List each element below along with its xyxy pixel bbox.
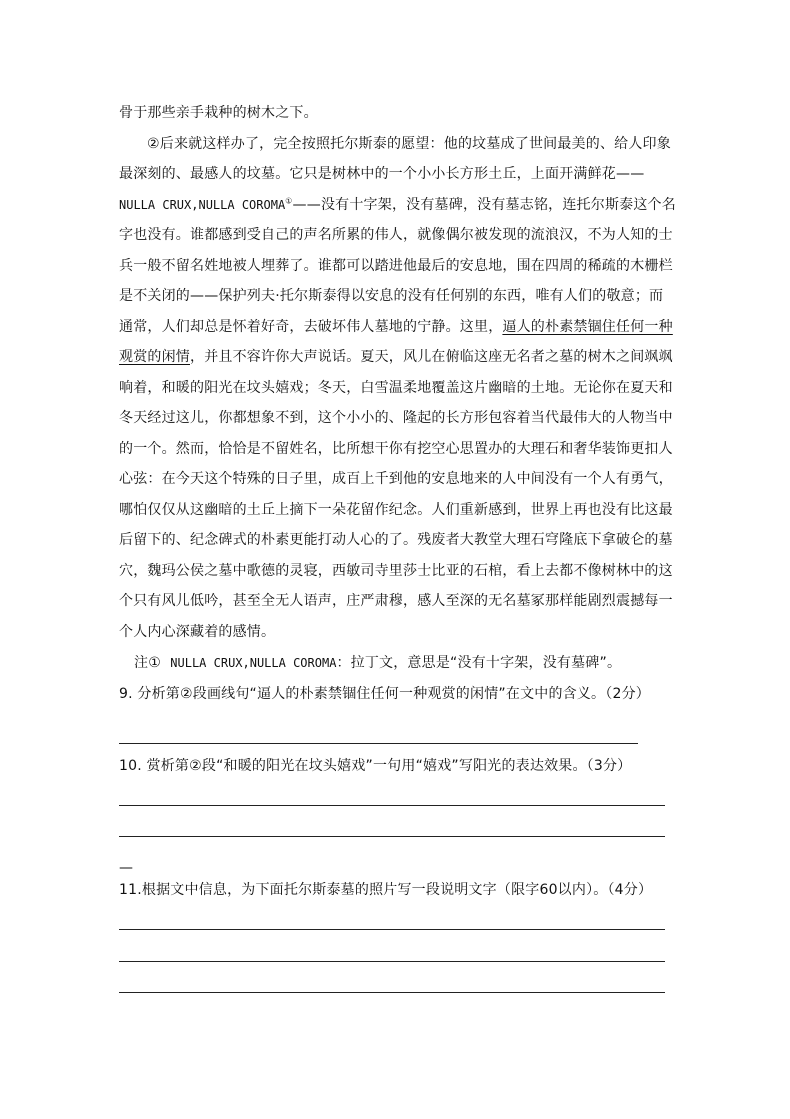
answer-line-q9 [119, 743, 638, 744]
passage-line-17: 个只有风儿低吟，甚至全无人语声，庄严肃穆，感人至深的无名墓冢那样能剧烈震撼每一 [119, 593, 673, 609]
passage-line-10: 响着，和暖的阳光在坟头嬉戏；冬天，白雪温柔地覆盖这片幽暗的土地。无论你在夏天和 [119, 380, 673, 396]
underlined-sentence-part-1: 逼人的朴素禁锢住任何一种 [502, 319, 673, 335]
answer-line-q11-2 [119, 961, 665, 962]
footnote-latin: NULLA CRUX,NULLA COROMA [170, 656, 337, 670]
passage-line-3: 最深刻的、最感人的坟墓。它只是树林中的一个小小长方形土丘，上面开满鲜花—— [119, 166, 645, 182]
passage-line-14: 哪怕仅仅从这幽暗的土丘上摘下一朵花留作纪念。人们重新感到，世界上再也没有比这最 [119, 502, 673, 518]
answer-line-q10-tail: — [119, 860, 134, 876]
footnote [134, 653, 621, 673]
passage-line-12: 的一个。然而，恰恰是不留姓名，比所想干你有挖空心思置办的大理石和奢华装饰更扣人 [119, 441, 673, 457]
passage-line-8-text: 通常，人们却总是怀着好奇，去破坏伟人墓地的宁静。这里， [119, 319, 503, 335]
passage-line-18: 个人内心深藏着的感情。 [119, 624, 276, 640]
passage-line-9 [119, 347, 673, 367]
question-10: 10. 赏析第②段“和暖的阳光在坟头嬉戏”一句用“嬉戏”写阳光的表达效果。（3分） [119, 758, 632, 774]
answer-line-q10-2 [119, 836, 665, 837]
passage-line-4-text: ——没有十字架，没有墓碑，没有墓志铭，连托尔斯泰这个名 [292, 197, 676, 213]
footnote-marker-label: 注① [134, 655, 161, 671]
answer-line-q11-3 [119, 992, 665, 993]
answer-line-q10-1 [119, 805, 665, 806]
passage-line-16: 穴，魏玛公侯之墓中歌德的灵寝，西敏司寺里莎士比亚的石棺，看上去都不像树林中的这 [119, 563, 673, 579]
latin-phrase: NULLA CRUX,NULLA COROMA [119, 198, 286, 212]
passage-line-11: 冬天经过这儿，你都想象不到，这个小小的、隆起的长方形包容着当代最伟大的人物当中 [119, 410, 673, 426]
passage-line-8 [119, 317, 673, 337]
footnote-text: ：拉丁文，意思是“没有十字架，没有墓碑”。 [336, 655, 622, 671]
passage-line-13: 心弦：在今天这个特殊的日子里，成百上千到他的安息地来的人中间没有一个人有勇气， [119, 471, 673, 487]
passage-line-15: 后留下的、纪念碑式的朴素更能打动人心的了。残废者大教堂大理石穹隆底下拿破仑的墓 [119, 532, 673, 548]
answer-line-q11-1 [119, 929, 665, 930]
underlined-sentence-part-2: 观赏的闲情 [119, 349, 190, 365]
footnote-marker: ① [285, 196, 293, 206]
passage-line-5: 字也没有。谁都感到受自己的声名所累的伟人，就像偶尔被发现的流浪汉，不为人知的士 [119, 227, 673, 243]
passage-line-9-text: ，并且不容许你大声说话。夏天，风儿在俯临这座无名者之墓的树木之间飒飒 [190, 349, 673, 365]
passage-line-1: 骨于那些亲手栽种的树木之下。 [119, 105, 318, 121]
passage-line-6: 兵一般不留名姓地被人埋葬了。谁都可以踏进他最后的安息地，围在四周的稀疏的木栅栏 [119, 258, 673, 274]
passage-line-7: 是不关闭的——保护列夫·托尔斯泰得以安息的没有任何别的东西，唯有人们的敬意；而 [119, 288, 664, 304]
question-11: 11.根据文中信息，为下面托尔斯泰墓的照片写一段说明文字（限字60以内）。（4分） [119, 882, 653, 898]
passage-line-2: ②后来就这样办了，完全按照托尔斯泰的愿望：他的坟墓成了世间最美的、给人印象 [147, 136, 671, 152]
question-9: 9. 分析第②段画线句“逼人的朴素禁锢住任何一种观赏的闲情”在文中的含义。（2分） [119, 686, 650, 702]
passage-line-4 [119, 195, 676, 215]
